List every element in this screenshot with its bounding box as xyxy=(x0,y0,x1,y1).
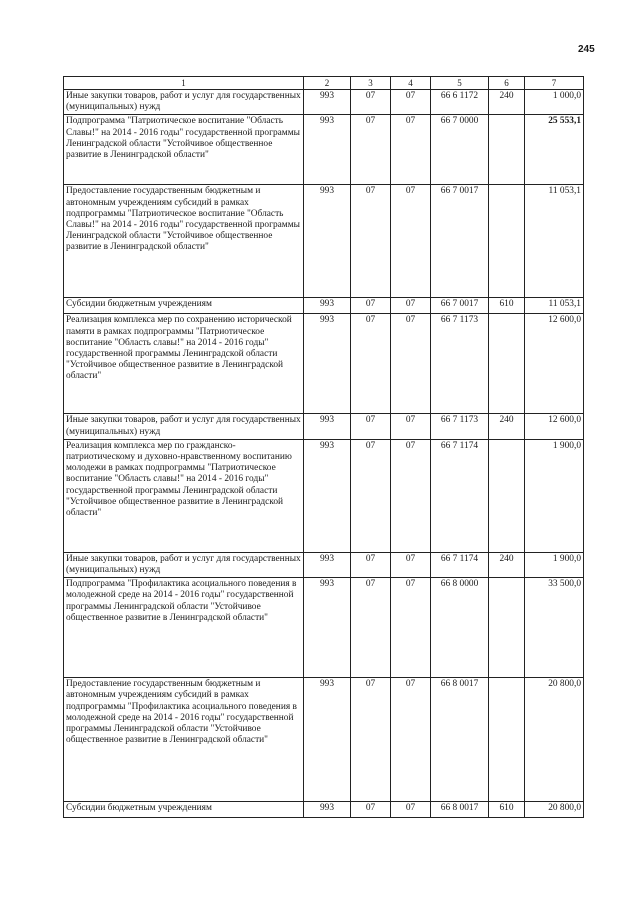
table-row xyxy=(64,439,584,552)
row-code: 993 xyxy=(304,578,351,678)
table-row xyxy=(64,414,584,439)
row-amount: 1 900,0 xyxy=(525,552,584,577)
row-code: 993 xyxy=(304,439,351,552)
row-description: Иные закупки товаров, работ и услуг для государственных (муниципальных) нужд xyxy=(64,552,304,577)
budget-table xyxy=(63,76,584,818)
row-code: 993 xyxy=(304,115,351,185)
row-code: 07 xyxy=(391,678,431,802)
row-description: Предоставление государственным бюджетным и автономным учреждениям субсидий в рамках подпрограммы "Патриотическое воспитание "Область Славы!" на 2014 - 2016 годы" государственной программы Ленинградской области "Устойчивое общественное развитие в Ленинградской области" xyxy=(64,185,304,298)
row-code: 07 xyxy=(351,678,391,802)
column-header: 3 xyxy=(351,77,391,90)
row-code: 07 xyxy=(351,298,391,314)
row-code xyxy=(489,678,525,802)
table-row xyxy=(64,578,584,678)
row-code: 66 7 1173 xyxy=(431,314,489,414)
row-code: 07 xyxy=(391,298,431,314)
column-header: 5 xyxy=(431,77,489,90)
row-code xyxy=(489,185,525,298)
row-amount: 20 800,0 xyxy=(525,802,584,818)
table-row xyxy=(64,298,584,314)
row-description: Реализация комплекса мер по сохранению исторической памяти в рамках подпрограммы "Патриотическое воспитание "Область славы!" на 2014 - 2016 годы" государственной программы Ленинградской области "Устойчивое общественное развитие в Ленинградской области" xyxy=(64,314,304,414)
row-code: 993 xyxy=(304,414,351,439)
row-description: Иные закупки товаров, работ и услуг для государственных (муниципальных) нужд xyxy=(64,90,304,115)
row-code: 07 xyxy=(391,552,431,577)
row-code: 07 xyxy=(391,185,431,298)
row-code: 66 7 0017 xyxy=(431,185,489,298)
row-code: 07 xyxy=(391,578,431,678)
row-code: 07 xyxy=(351,314,391,414)
row-description: Подпрограмма "Профилактика асоциального поведения в молодежной среде на 2014 - 2016 годы" государственной программы Ленинградской области "Устойчивое общественное развитие в Ленинградской области" xyxy=(64,578,304,678)
row-description: Иные закупки товаров, работ и услуг для государственных (муниципальных) нужд xyxy=(64,414,304,439)
row-code: 993 xyxy=(304,678,351,802)
row-code: 07 xyxy=(351,802,391,818)
column-header: 6 xyxy=(489,77,525,90)
row-code: 07 xyxy=(351,185,391,298)
row-amount: 11 053,1 xyxy=(525,185,584,298)
row-code: 07 xyxy=(351,552,391,577)
row-code: 07 xyxy=(351,90,391,115)
row-code: 66 7 0017 xyxy=(431,298,489,314)
row-code: 240 xyxy=(489,90,525,115)
row-code: 66 7 1174 xyxy=(431,439,489,552)
row-code: 66 7 1174 xyxy=(431,552,489,577)
row-amount: 1 000,0 xyxy=(525,90,584,115)
row-code: 66 8 0017 xyxy=(431,802,489,818)
row-code: 240 xyxy=(489,552,525,577)
row-code: 610 xyxy=(489,802,525,818)
row-code xyxy=(489,439,525,552)
row-code: 993 xyxy=(304,314,351,414)
column-header: 7 xyxy=(525,77,584,90)
row-code: 66 7 0000 xyxy=(431,115,489,185)
row-description: Предоставление государственным бюджетным и автономным учреждениям субсидий в рамках подпрограммы "Профилактика асоциального поведения в молодежной среде на 2014 - 2016 годы" государственной программы Ленинградской области "Устойчивое общественное развитие в Ленинградской области" xyxy=(64,678,304,802)
row-code: 66 6 1172 xyxy=(431,90,489,115)
page-number: 245 xyxy=(578,44,595,55)
row-description: Субсидии бюджетным учреждениям xyxy=(64,802,304,818)
row-amount: 12 600,0 xyxy=(525,414,584,439)
row-code: 07 xyxy=(391,314,431,414)
row-code: 66 8 0000 xyxy=(431,578,489,678)
table-row xyxy=(64,115,584,185)
column-header: 4 xyxy=(391,77,431,90)
column-header: 2 xyxy=(304,77,351,90)
table-row xyxy=(64,185,584,298)
row-code: 66 7 1173 xyxy=(431,414,489,439)
row-description: Субсидии бюджетным учреждениям xyxy=(64,298,304,314)
row-code: 07 xyxy=(391,439,431,552)
row-amount: 20 800,0 xyxy=(525,678,584,802)
row-amount: 33 500,0 xyxy=(525,578,584,678)
row-code: 07 xyxy=(351,414,391,439)
row-amount: 1 900,0 xyxy=(525,439,584,552)
row-code: 993 xyxy=(304,90,351,115)
table-row xyxy=(64,314,584,414)
row-code: 07 xyxy=(391,115,431,185)
row-code: 240 xyxy=(489,414,525,439)
row-code: 07 xyxy=(351,115,391,185)
row-code: 07 xyxy=(391,90,431,115)
row-code: 07 xyxy=(391,802,431,818)
row-code: 993 xyxy=(304,552,351,577)
row-amount: 11 053,1 xyxy=(525,298,584,314)
row-amount: 12 600,0 xyxy=(525,314,584,414)
row-description: Реализация комплекса мер по гражданско-патриотическому и духовно-нравственному воспитанию молодежи в рамках подпрограммы "Патриотическое воспитание "Область славы!" на 2014 - 2016 годы" государственной программы Ленинградской области "Устойчивое общественное развитие в Ленинградской области" xyxy=(64,439,304,552)
table-row xyxy=(64,90,584,115)
row-code xyxy=(489,115,525,185)
row-code: 993 xyxy=(304,298,351,314)
row-code: 07 xyxy=(351,578,391,678)
table-row xyxy=(64,552,584,577)
row-code: 610 xyxy=(489,298,525,314)
row-code xyxy=(489,578,525,678)
header-row xyxy=(64,77,584,90)
row-code: 993 xyxy=(304,802,351,818)
row-code: 07 xyxy=(351,439,391,552)
column-header: 1 xyxy=(64,77,304,90)
row-code: 66 8 0017 xyxy=(431,678,489,802)
row-amount: 25 553,1 xyxy=(525,115,584,185)
row-code: 993 xyxy=(304,185,351,298)
row-code xyxy=(489,314,525,414)
row-description: Подпрограмма "Патриотическое воспитание "Область Славы!" на 2014 - 2016 годы" государственной программы Ленинградской области "Устойчивое общественное развитие в Ленинградской области" xyxy=(64,115,304,185)
table-row xyxy=(64,802,584,818)
table-row xyxy=(64,678,584,802)
row-code: 07 xyxy=(391,414,431,439)
